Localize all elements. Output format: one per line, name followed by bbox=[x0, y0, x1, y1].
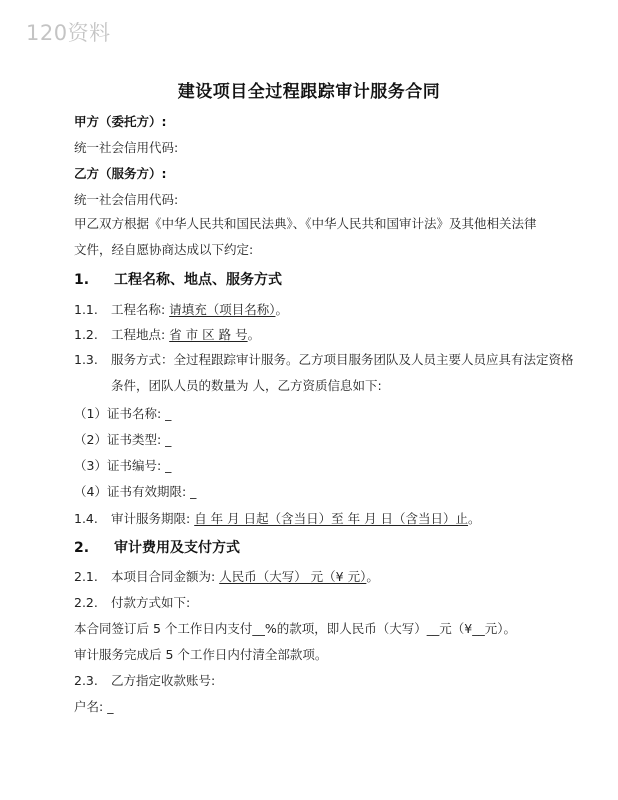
item-1-3-text: 服务方式：全过程跟踪审计服务。乙方项目服务团队及人员主要人员应具有法定资格条件，团队人员的数量为 人，乙方资质信息如下: bbox=[111, 352, 574, 393]
item-2-1-number: 2.1. bbox=[74, 569, 98, 584]
item-1-1-end: 。 bbox=[275, 302, 288, 317]
section-2-heading bbox=[74, 537, 240, 557]
party-a-label: 甲方（委托方）: bbox=[74, 114, 167, 129]
section-1-title: 工程名称、地点、服务方式 bbox=[114, 272, 282, 288]
item-1-1-label: 工程名称: bbox=[111, 302, 166, 317]
account-name bbox=[74, 699, 113, 715]
item-2-2 bbox=[74, 595, 190, 611]
item-2-1 bbox=[74, 569, 379, 585]
intro-paragraph: 甲乙双方根据《中华人民共和国民法典》、《中华人民共和国审计法》及其他相关法律文件，经自愿协商达成以下约定: bbox=[74, 216, 537, 257]
item-1-4 bbox=[74, 511, 481, 527]
cert-item bbox=[74, 458, 171, 474]
item-1-2-label: 工程地点: bbox=[111, 327, 166, 342]
item-1-4-number: 1.4. bbox=[74, 511, 98, 526]
cert-number-label: （3）证书编号: bbox=[74, 458, 162, 473]
payment-term-2: 审计服务完成后 5 个工作日内付清全部款项。 bbox=[74, 647, 328, 662]
item-1-4-label: 审计服务期限: bbox=[111, 511, 191, 526]
cert-validity-label: （4）证书有效期限: bbox=[74, 484, 187, 499]
item-1-2-number: 1.2. bbox=[74, 327, 98, 342]
item-1-4-end: 。 bbox=[468, 511, 481, 526]
project-location-value: 省 市 区 路 号 bbox=[169, 327, 248, 342]
item-2-3 bbox=[74, 673, 215, 689]
item-2-1-end: 。 bbox=[366, 569, 379, 584]
service-period-value: 自 年 月 日起（含当日）至 年 月 日（含当日）止 bbox=[194, 511, 469, 526]
cert-item bbox=[74, 406, 171, 422]
cert-validity-value: _ bbox=[190, 484, 197, 499]
cert-item bbox=[74, 484, 196, 500]
item-2-2-number: 2.2. bbox=[74, 595, 98, 610]
section-1-number: 1. bbox=[74, 272, 90, 288]
item-2-1-label: 本项目合同金额为: bbox=[111, 569, 216, 584]
item-2-3-label: 乙方指定收款账号: bbox=[111, 673, 216, 688]
watermark: 120资料 bbox=[26, 21, 111, 45]
payment-term-1: 本合同签订后 5 个工作日内支付__%的款项，即人民币（大写）__元（¥__元）。 bbox=[74, 621, 516, 636]
party-b-code-label: 统一社会信用代码: bbox=[74, 192, 179, 207]
cert-name-label: （1）证书名称: bbox=[74, 406, 162, 421]
item-1-1-number: 1.1. bbox=[74, 302, 98, 317]
account-name-label: 户名: bbox=[74, 699, 104, 714]
item-1-3 bbox=[74, 347, 585, 399]
section-2-number: 2. bbox=[74, 540, 90, 556]
item-1-3-number: 1.3. bbox=[74, 352, 98, 367]
item-1-2 bbox=[74, 327, 260, 343]
project-name-value: 请填充（项目名称） bbox=[169, 302, 276, 317]
item-2-3-number: 2.3. bbox=[74, 673, 98, 688]
document-title: 建设项目全过程跟踪审计服务合同 bbox=[177, 82, 441, 102]
section-1-heading bbox=[74, 269, 282, 289]
cert-type-value: _ bbox=[165, 432, 172, 447]
account-name-value: _ bbox=[107, 699, 114, 714]
cert-number-value: _ bbox=[165, 458, 172, 473]
item-2-2-label: 付款方式如下: bbox=[111, 595, 191, 610]
party-a-code-label: 统一社会信用代码: bbox=[74, 140, 179, 155]
item-1-2-end: 。 bbox=[247, 327, 261, 342]
section-2-title: 审计费用及支付方式 bbox=[114, 540, 240, 556]
contract-amount-value: 人民币（大写） 元（¥ 元） bbox=[219, 569, 367, 584]
cert-item bbox=[74, 432, 171, 448]
item-1-1 bbox=[74, 302, 288, 318]
cert-name-value: _ bbox=[165, 406, 172, 421]
party-b-label: 乙方（服务方）: bbox=[74, 166, 167, 181]
cert-type-label: （2）证书类型: bbox=[74, 432, 162, 447]
